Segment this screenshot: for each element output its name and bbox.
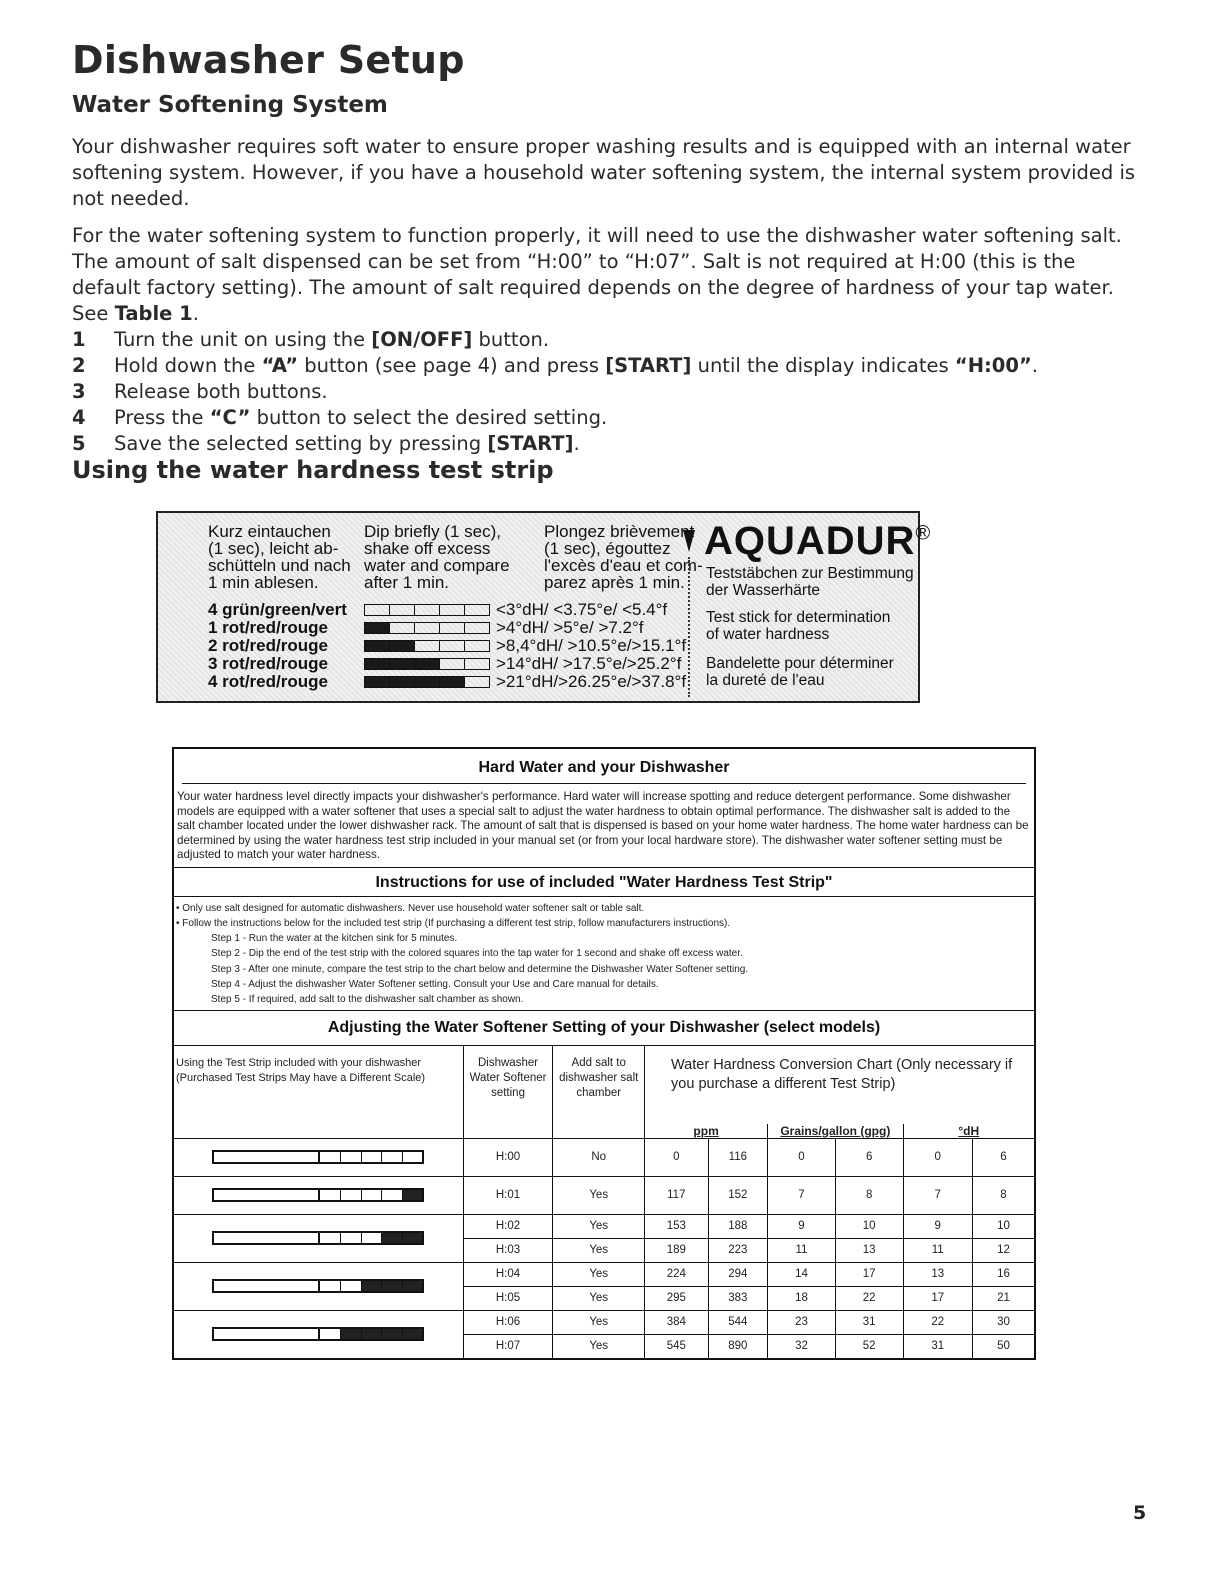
setup-step xyxy=(72,353,1038,379)
setting-cell: H:01 xyxy=(463,1176,553,1214)
salt-cell: Yes xyxy=(553,1286,645,1310)
col-header-setting: Dishwasher Water Softener setting xyxy=(463,1046,553,1139)
strip-pattern-bar xyxy=(212,1279,424,1293)
step-bold: [START] xyxy=(605,354,692,377)
bullet-text: Only use salt designed for automatic dishwashers. Never use household water softener salt or table salt. xyxy=(182,902,645,914)
conversion-table xyxy=(174,1046,1034,1359)
strip-legend-value: >14°dH/ >17.5°e/>25.2°f xyxy=(496,654,682,673)
table-row xyxy=(174,1310,1034,1334)
section-subtitle: Water Softening System xyxy=(72,92,388,118)
setting-cell: H:06 xyxy=(463,1310,553,1334)
gpg-low-cell: 23 xyxy=(768,1310,836,1334)
test-strip-heading: Using the water hardness test strip xyxy=(72,456,554,484)
strip-pattern xyxy=(174,1310,463,1358)
ppm-low-cell: 153 xyxy=(645,1214,709,1238)
strip-text: l'excès d'eau et com- xyxy=(544,556,703,575)
ppm-high-cell: 294 xyxy=(708,1262,768,1286)
table-reference: Table 1 xyxy=(114,302,193,325)
brand-name: AQUADUR xyxy=(704,519,916,563)
bullet-text: Follow the instructions below for the included test strip (If purchasing a different test strip, follow manufacturers instructions). xyxy=(182,917,731,929)
strip-text: shake off excess xyxy=(364,539,491,558)
strip-description-english xyxy=(706,609,890,643)
ppm-low-cell: 224 xyxy=(645,1262,709,1286)
instructions-list xyxy=(174,897,1034,1010)
ppm-low-cell: 545 xyxy=(645,1334,709,1358)
strip-legend-label: 4 rot/red/rouge xyxy=(208,672,328,691)
strip-text: parez après 1 min. xyxy=(544,573,685,592)
dh-high-cell: 30 xyxy=(972,1310,1034,1334)
strip-pattern-bar xyxy=(212,1188,424,1202)
strip-text: Dip briefly (1 sec), xyxy=(364,522,501,541)
setup-step xyxy=(72,327,1038,353)
step-text: Release both buttons. xyxy=(114,380,328,403)
step-text: button. xyxy=(472,328,550,351)
col-header-conversion: Water Hardness Conversion Chart (Only necessary if you purchase a different Test Strip) xyxy=(671,1056,1013,1092)
gpg-high-cell: 8 xyxy=(835,1176,903,1214)
salt-cell: Yes xyxy=(553,1238,645,1262)
setting-cell: H:00 xyxy=(463,1138,553,1176)
strip-text: Bandelette pour déterminer xyxy=(706,655,894,672)
unit-ppm: ppm xyxy=(693,1123,719,1138)
unit-gpg: Grains/gallon (gpg) xyxy=(780,1123,891,1138)
ppm-low-cell: 189 xyxy=(645,1238,709,1262)
ppm-high-cell: 383 xyxy=(708,1286,768,1310)
instructions-title: Instructions for use of included "Water Hardness Test Strip" xyxy=(174,867,1034,897)
strip-text: der Wasserhärte xyxy=(706,582,820,599)
strip-legend-row xyxy=(208,619,644,637)
strip-pattern xyxy=(174,1138,463,1176)
page-title: Dishwasher Setup xyxy=(72,38,465,82)
strip-pattern-bar xyxy=(212,1327,424,1341)
strip-text: after 1 min. xyxy=(364,573,450,592)
ppm-high-cell: 188 xyxy=(708,1214,768,1238)
gpg-low-cell: 0 xyxy=(768,1138,836,1176)
setup-step xyxy=(72,405,1038,431)
intro-paragraph: Your dishwasher requires soft water to ensure proper washing results and is equipped with an internal water softening system. However, if you have a household water softening system, the internal system provided is not needed. xyxy=(72,135,1136,210)
gpg-high-cell: 13 xyxy=(835,1238,903,1262)
strip-legend-value: >4°dH/ >5°e/ >7.2°f xyxy=(496,618,644,637)
step-text: Hold down the xyxy=(114,354,262,377)
dh-high-cell: 8 xyxy=(972,1176,1034,1214)
strip-legend-bar xyxy=(364,622,490,634)
strip-legend-label: 1 rot/red/rouge xyxy=(208,618,328,637)
step-bold: [ON/OFF] xyxy=(371,328,473,351)
strip-legend-bar xyxy=(364,604,490,616)
strip-pattern xyxy=(174,1176,463,1214)
ppm-high-cell: 890 xyxy=(708,1334,768,1358)
strip-legend-row xyxy=(208,655,681,673)
strip-legend-label: 4 grün/green/vert xyxy=(208,600,347,619)
strip-text: schütteln und nach xyxy=(208,556,351,575)
instruction-step: Step 3 - After one minute, compare the test strip to the chart below and determine the Dishwasher Water Softener setting. xyxy=(211,963,749,975)
gpg-high-cell: 17 xyxy=(835,1262,903,1286)
salt-cell: Yes xyxy=(553,1176,645,1214)
strip-instructions-french xyxy=(544,523,703,591)
gpg-high-cell: 6 xyxy=(835,1138,903,1176)
ppm-low-cell: 384 xyxy=(645,1310,709,1334)
strip-pattern-bar xyxy=(212,1150,424,1164)
step-number: 4 xyxy=(72,406,86,429)
dh-low-cell: 9 xyxy=(903,1214,972,1238)
instruction-step: Step 2 - Dip the end of the test strip with the colored squares into the tap water for 1 second and shake off excess water. xyxy=(211,948,743,960)
strip-legend-bar xyxy=(364,676,490,688)
test-strip-label xyxy=(156,511,932,703)
dh-high-cell: 6 xyxy=(972,1138,1034,1176)
gpg-low-cell: 14 xyxy=(768,1262,836,1286)
setting-cell: H:05 xyxy=(463,1286,553,1310)
strip-legend-row xyxy=(208,601,667,619)
dh-high-cell: 50 xyxy=(997,1340,1010,1353)
ppm-high-cell: 152 xyxy=(708,1176,768,1214)
setup-steps-list xyxy=(72,327,1038,457)
strip-legend-row xyxy=(208,637,686,655)
salt-paragraph-end: . xyxy=(192,302,199,325)
dh-low-cell: 7 xyxy=(903,1176,972,1214)
strip-legend-bar xyxy=(364,640,490,652)
step-text: Press the xyxy=(114,406,210,429)
strip-text: (1 sec), égouttez xyxy=(544,539,671,558)
dh-low-cell: 11 xyxy=(903,1238,972,1262)
step-number: 5 xyxy=(72,432,86,455)
setting-cell: H:07 xyxy=(463,1334,553,1358)
ppm-low-cell: 0 xyxy=(645,1138,709,1176)
strip-instructions-english xyxy=(364,523,510,591)
strip-text: Teststäbchen zur Bestimmung xyxy=(706,565,914,582)
strip-divider xyxy=(688,557,690,697)
setting-cell: H:03 xyxy=(463,1238,553,1262)
brand-logo xyxy=(704,519,931,564)
hard-water-title: Hard Water and your Dishwasher xyxy=(182,749,1026,784)
table-row xyxy=(174,1138,1034,1176)
gpg-high-cell: 22 xyxy=(835,1286,903,1310)
strip-pattern-bar xyxy=(212,1231,424,1245)
strip-instructions-german xyxy=(208,523,351,591)
ppm-low-cell: 295 xyxy=(645,1286,709,1310)
table-row xyxy=(174,1176,1034,1214)
step-number: 3 xyxy=(72,380,86,403)
hard-water-text: Your water hardness level directly impacts your dishwasher's performance. Hard water will increase spotting and reduce detergent performance. Some dishwasher models are equipped with a water softener that uses a special salt to adjust the water hardness to obtain optimal performance. The dishwasher salt is added to the salt chamber located under the lower dishwasher rack. The amount of salt that is dispensed is based on your home water hardness. The home water hardness can be determined by using the water hardness test strip included in your manual set (or from your local hardware store). The dishwasher water softener setting must be adjusted to match your water hardness. xyxy=(177,790,1029,861)
dh-high-cell: 10 xyxy=(972,1214,1034,1238)
strip-legend-value: >21°dH/>26.25°e/>37.8°f xyxy=(496,672,687,691)
gpg-high-cell: 31 xyxy=(835,1310,903,1334)
salt-cell: Yes xyxy=(553,1310,645,1334)
dh-high-cell: 12 xyxy=(972,1238,1034,1262)
salt-paragraph xyxy=(72,223,1147,327)
strip-text: (1 sec), leicht ab- xyxy=(208,539,339,558)
strip-legend-row xyxy=(208,673,686,691)
dh-high-cell: 16 xyxy=(972,1262,1034,1286)
salt-cell: No xyxy=(553,1138,645,1176)
dh-low-cell: 17 xyxy=(903,1286,972,1310)
strip-text: Plongez brièvement xyxy=(544,522,695,541)
dip-arrow-icon xyxy=(683,530,695,552)
strip-legend-value: >8,4°dH/ >10.5°e/>15.1°f xyxy=(496,636,687,655)
registered-mark: ® xyxy=(915,522,932,545)
ppm-low-cell: 117 xyxy=(645,1176,709,1214)
step-text: until the display indicates “H:00”. xyxy=(691,354,1038,377)
gpg-high-cell: 10 xyxy=(835,1214,903,1238)
strip-legend-label: 3 rot/red/rouge xyxy=(208,654,328,673)
dh-low-cell: 0 xyxy=(903,1138,972,1176)
strip-description-german xyxy=(706,565,914,599)
strip-legend-bar xyxy=(364,658,490,670)
instruction-step: Step 1 - Run the water at the kitchen sink for 5 minutes. xyxy=(211,933,458,945)
strip-text: Test stick for determination xyxy=(706,609,891,626)
setup-step xyxy=(72,431,1038,457)
table-row xyxy=(174,1214,1034,1238)
ppm-high-cell: 544 xyxy=(708,1310,768,1334)
ppm-high-cell: 116 xyxy=(708,1138,768,1176)
strip-text: 1 min ablesen. xyxy=(208,573,319,592)
display-value: “H:00” xyxy=(954,354,1032,377)
dh-low-cell: 31 xyxy=(903,1334,972,1358)
salt-cell: Yes xyxy=(553,1262,645,1286)
strip-legend-value: <3°dH/ <3.75°e/ <5.4°f xyxy=(496,600,668,619)
gpg-low-cell: 18 xyxy=(768,1286,836,1310)
setting-cell: H:04 xyxy=(463,1262,553,1286)
strip-legend-label: 2 rot/red/rouge xyxy=(208,636,328,655)
instruction-step: Step 4 - Adjust the dishwasher Water Softener setting. Consult your Use and Care manual for details. xyxy=(211,978,659,990)
col-header-salt: Add salt to dishwasher salt chamber xyxy=(553,1046,645,1139)
gpg-high-cell: 52 xyxy=(835,1334,903,1358)
step-number: 2 xyxy=(72,354,86,377)
step-bold: “C” xyxy=(209,406,251,429)
instruction-bullet: • Follow the instructions below for the included test strip (If purchasing a different test strip, follow manufacturers instructions). xyxy=(176,917,731,929)
gpg-low-cell: 7 xyxy=(768,1176,836,1214)
step-text: button (see page 4) and press xyxy=(298,354,606,377)
dh-high-cell: 21 xyxy=(972,1286,1034,1310)
step-text: . xyxy=(573,432,580,455)
gpg-low-cell: 9 xyxy=(768,1214,836,1238)
unit-dh: °dH xyxy=(958,1123,980,1138)
strip-text: of water hardness xyxy=(706,626,830,643)
adjust-title: Adjusting the Water Softener Setting of your Dishwasher (select models) xyxy=(174,1010,1034,1046)
salt-paragraph-text: For the water softening system to function properly, it will need to use the dishwasher water softening salt. The amount of salt dispensed can be set from “H:00” to “H:07”. Salt is not required at H:00 (this is the default factory setting). The amount of salt required depends on the degree of hardness of your tap water. See xyxy=(72,224,1122,325)
strip-text: la dureté de l'eau xyxy=(706,672,825,689)
setting-cell: H:02 xyxy=(463,1214,553,1238)
strip-pattern xyxy=(174,1214,463,1262)
instruction-step: Step 5 - If required, add salt to the dishwasher salt chamber as shown. xyxy=(211,994,524,1006)
gpg-low-cell: 32 xyxy=(768,1334,836,1358)
step-bold: “A” xyxy=(261,354,299,377)
hard-water-table xyxy=(172,747,1036,1360)
gpg-low-cell: 11 xyxy=(768,1238,836,1262)
ppm-high-cell: 223 xyxy=(708,1238,768,1262)
salt-cell: Yes xyxy=(553,1214,645,1238)
step-bold: [START] xyxy=(487,432,574,455)
strip-pattern xyxy=(174,1262,463,1310)
dh-low-cell: 13 xyxy=(903,1262,972,1286)
step-text: button to select the desired setting. xyxy=(250,406,608,429)
step-text: Turn the unit on using the xyxy=(114,328,372,351)
setup-step xyxy=(72,379,1038,405)
page-number: 5 xyxy=(1133,1502,1147,1524)
table-row xyxy=(174,1262,1034,1286)
strip-text: water and compare xyxy=(364,556,510,575)
step-text: Save the selected setting by pressing xyxy=(114,432,488,455)
salt-cell: Yes xyxy=(553,1334,645,1358)
step-number: 1 xyxy=(72,328,86,351)
strip-text: Kurz eintauchen xyxy=(208,522,331,541)
col-header-test-strip: Using the Test Strip included with your dishwasher (Purchased Test Strips May have a Different Scale) xyxy=(174,1046,463,1139)
dh-low-cell: 22 xyxy=(903,1310,972,1334)
instruction-bullet: • Only use salt designed for automatic dishwashers. Never use household water softener salt or table salt. xyxy=(176,902,645,914)
strip-description-french xyxy=(706,655,894,689)
